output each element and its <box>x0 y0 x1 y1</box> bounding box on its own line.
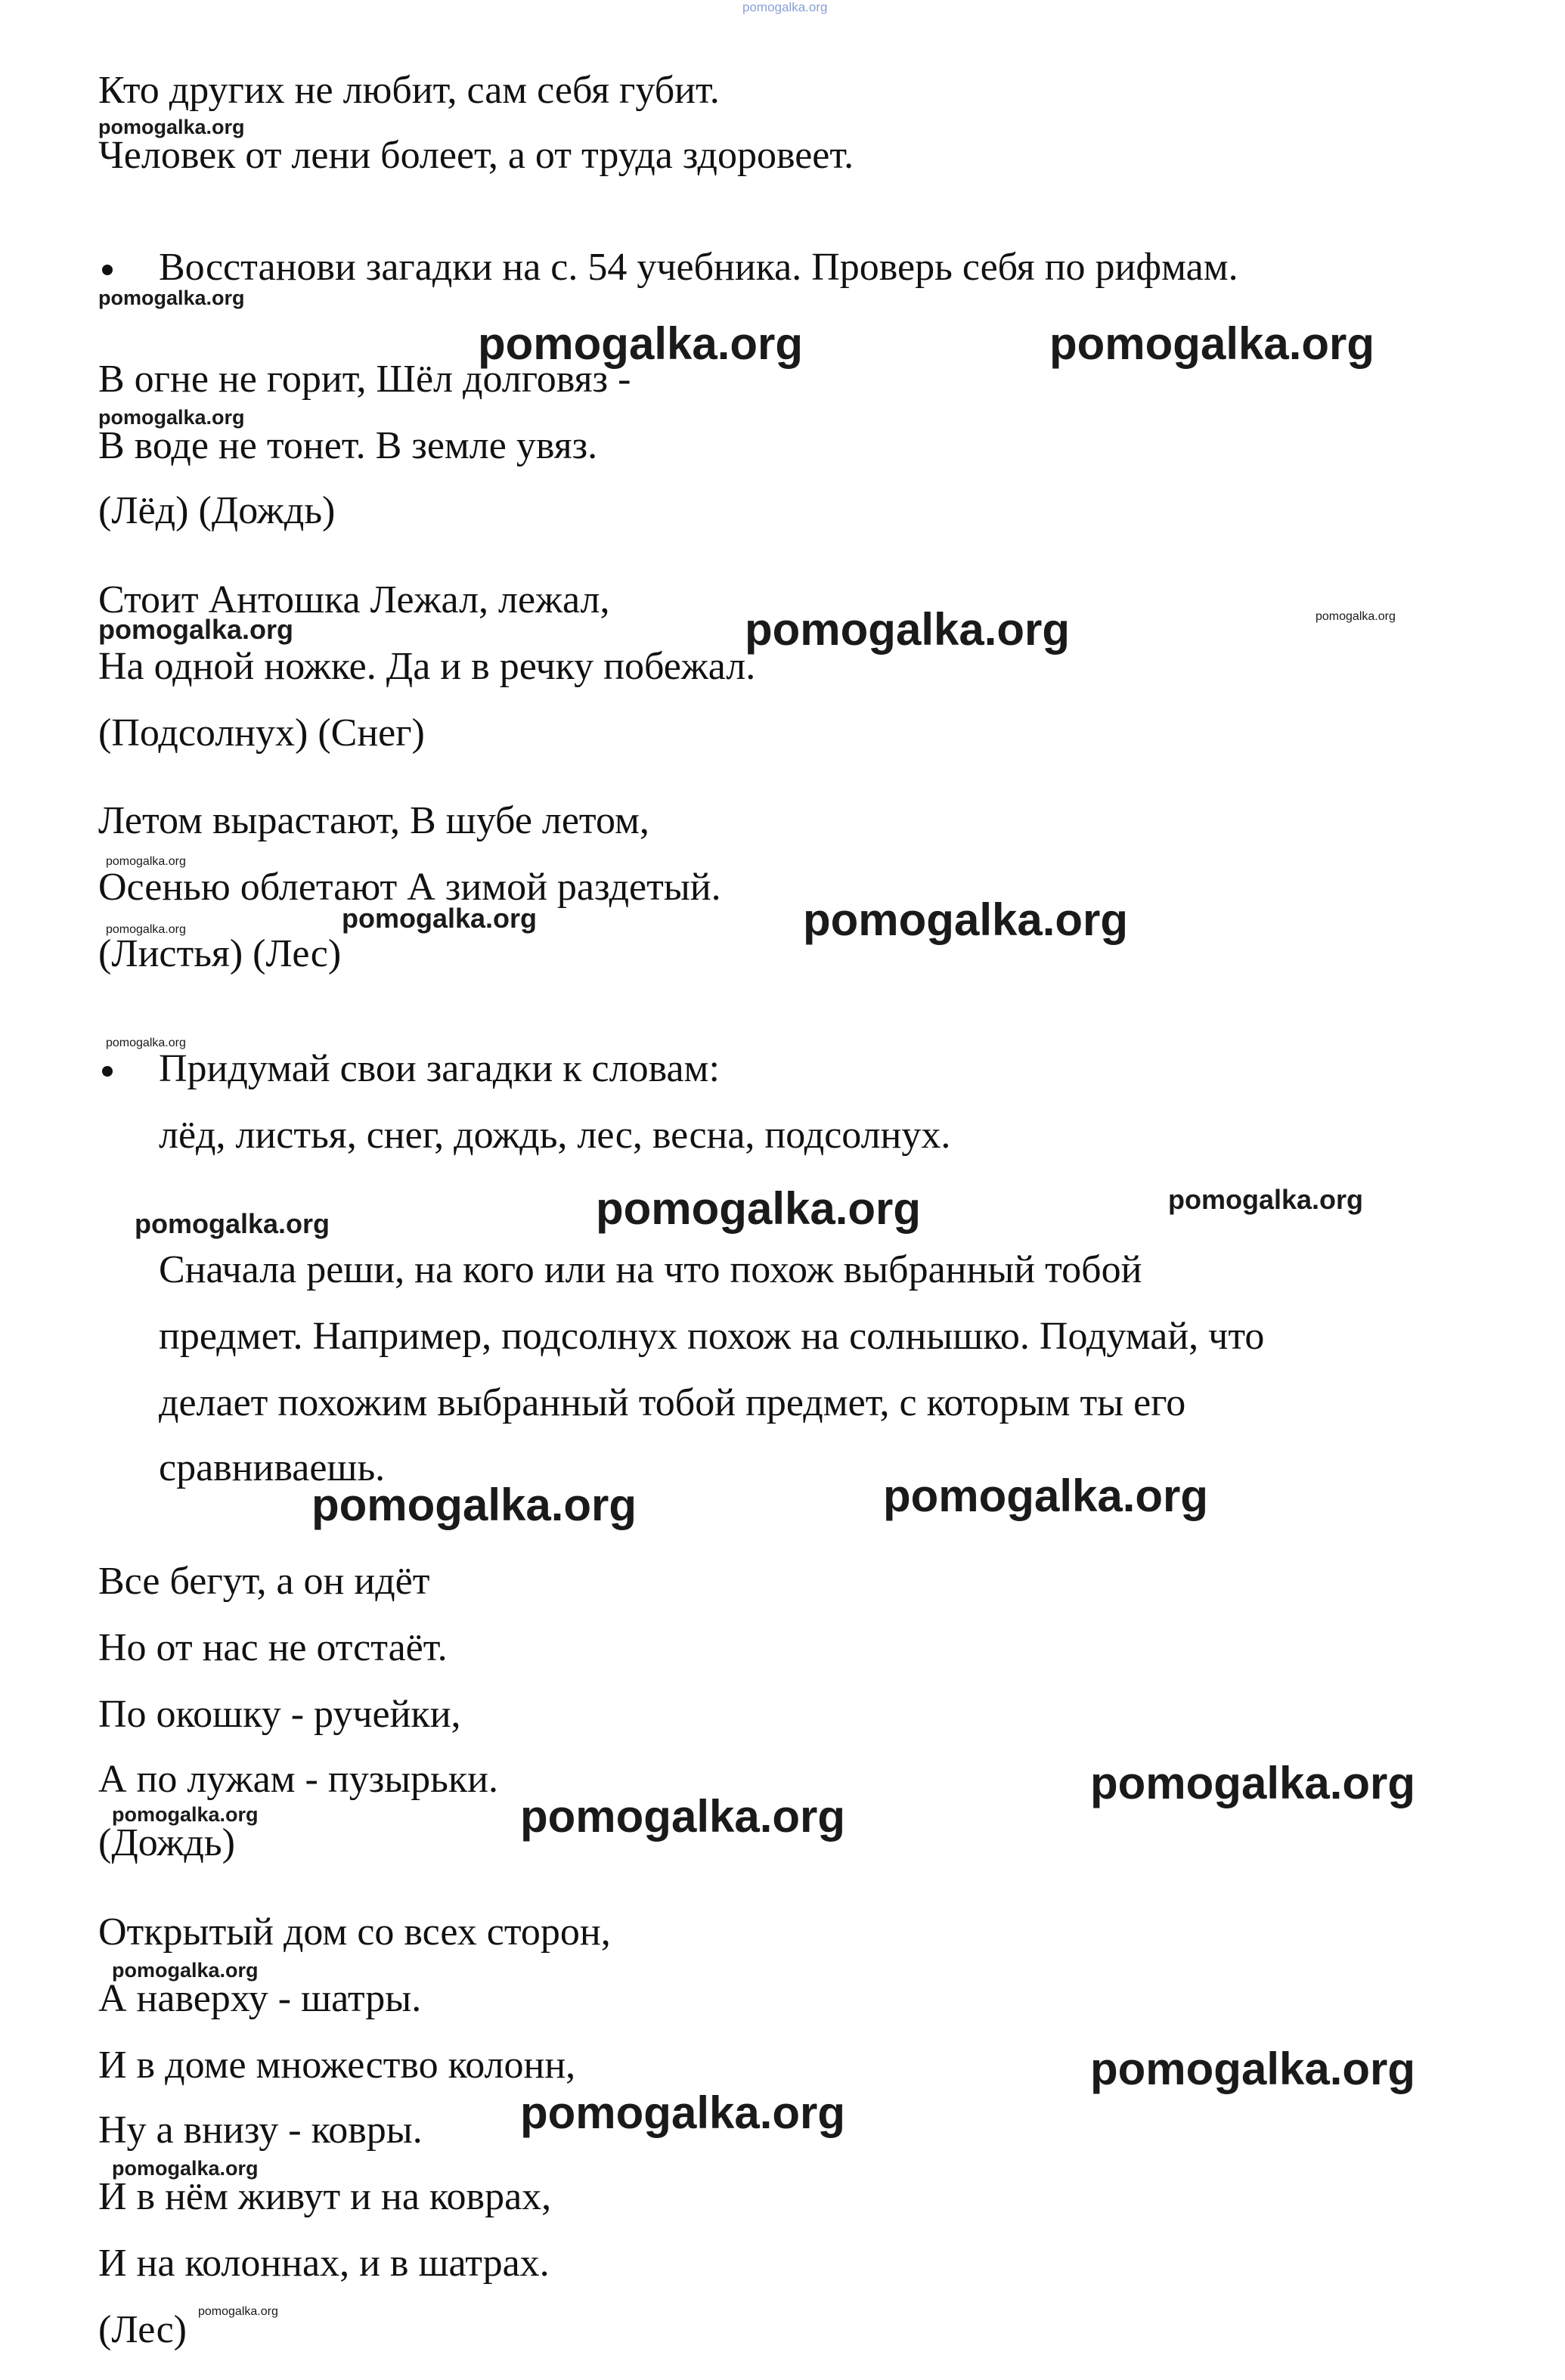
watermark: pomogalka.org <box>106 1037 186 1049</box>
riddle-2-line-1: Стоит Антошка Лежал, лежал, <box>98 578 610 621</box>
watermark: pomogalka.org <box>883 1470 1209 1521</box>
proverb-1: Кто других не любит, сам себя губит. <box>98 69 720 112</box>
watermark: pomogalka.org <box>1090 1758 1416 1808</box>
watermark: pomogalka.org <box>1168 1184 1364 1215</box>
riddle-3-line-2: Осенью облетают А зимой раздетый. <box>98 866 721 909</box>
watermark: pomogalka.org <box>596 1183 922 1234</box>
rain-riddle-line-1: Все бегут, а он идёт <box>98 1560 430 1603</box>
rain-riddle-line-4: А по лужам - пузырьки. <box>98 1758 498 1801</box>
bullet-icon <box>102 265 113 275</box>
task2-instruction: Придумай свои загадки к словам: <box>159 1047 720 1090</box>
watermark: pomogalka.org <box>112 1803 259 1826</box>
rain-riddle-line-2: Но от нас не отстаёт. <box>98 1626 448 1669</box>
watermark: pomogalka.org <box>311 1480 637 1530</box>
forest-riddle-answer: (Лес) <box>98 2308 187 2351</box>
watermark: pomogalka.org <box>106 923 186 936</box>
watermark: pomogalka.org <box>112 2157 259 2180</box>
watermark-top: pomogalka.org <box>742 0 828 14</box>
watermark: pomogalka.org <box>342 903 538 934</box>
task2-words: лёд, листья, снег, дождь, лес, весна, подсолнух. <box>159 1114 951 1157</box>
forest-riddle-line-5: И в нём живут и на коврах, <box>98 2175 552 2218</box>
watermark: pomogalka.org <box>112 1959 259 1982</box>
forest-riddle-line-2: А наверху - шатры. <box>98 1977 422 2020</box>
watermark: pomogalka.org <box>98 406 245 429</box>
task2-hint-line-3: делает похожим выбранный тобой предмет, с которым ты его <box>159 1381 1186 1424</box>
watermark: pomogalka.org <box>98 614 294 645</box>
bullet-icon <box>102 1066 113 1077</box>
riddle-2-answers: (Подсолнух) (Снег) <box>98 711 425 755</box>
watermark: pomogalka.org <box>1090 2044 1416 2094</box>
task1-instruction: Восстанови загадки на с. 54 учебника. Проверь себя по рифмам. <box>159 246 1238 289</box>
rain-riddle-line-3: По окошку - ручейки, <box>98 1693 461 1736</box>
watermark: pomogalka.org <box>520 1791 846 1842</box>
riddle-3-line-1: Летом вырастают, В шубе летом, <box>98 799 649 842</box>
watermark: pomogalka.org <box>520 2087 846 2138</box>
riddle-3-answers: (Листья) (Лес) <box>98 932 342 975</box>
task2-hint-line-2: предмет. Например, подсолнух похож на солнышко. Подумай, что <box>159 1315 1265 1358</box>
riddle-2-line-2: На одной ножке. Да и в речку побежал. <box>98 645 756 688</box>
watermark: pomogalka.org <box>1316 610 1396 623</box>
proverb-2: Человек от лени болеет, а от труда здоровеет. <box>98 134 854 177</box>
watermark: pomogalka.org <box>198 2305 278 2318</box>
watermark: pomogalka.org <box>745 604 1071 655</box>
forest-riddle-line-3: И в доме множество колонн, <box>98 2044 576 2087</box>
forest-riddle-line-4: Ну а внизу - ковры. <box>98 2109 423 2152</box>
forest-riddle-line-6: И на колоннах, и в шатрах. <box>98 2242 550 2285</box>
watermark: pomogalka.org <box>98 116 245 138</box>
watermark: pomogalka.org <box>98 287 245 309</box>
rain-riddle-answer: (Дождь) <box>98 1821 235 1864</box>
riddle-1-line-2: В воде не тонет. В земле увяз. <box>98 424 598 467</box>
riddle-1-answers: (Лёд) (Дождь) <box>98 489 336 532</box>
watermark: pomogalka.org <box>135 1208 330 1239</box>
task2-hint-line-4: сравниваешь. <box>159 1446 386 1489</box>
riddle-1-line-1: В огне не горит, Шёл долговяз - <box>98 358 631 401</box>
forest-riddle-line-1: Открытый дом со всех сторон, <box>98 1911 611 1954</box>
watermark: pomogalka.org <box>1049 318 1375 369</box>
task2-hint-line-1: Сначала реши, на кого или на что похож выбранный тобой <box>159 1248 1142 1291</box>
watermark: pomogalka.org <box>106 855 186 868</box>
watermark: pomogalka.org <box>803 894 1129 945</box>
watermark: pomogalka.org <box>478 318 804 369</box>
